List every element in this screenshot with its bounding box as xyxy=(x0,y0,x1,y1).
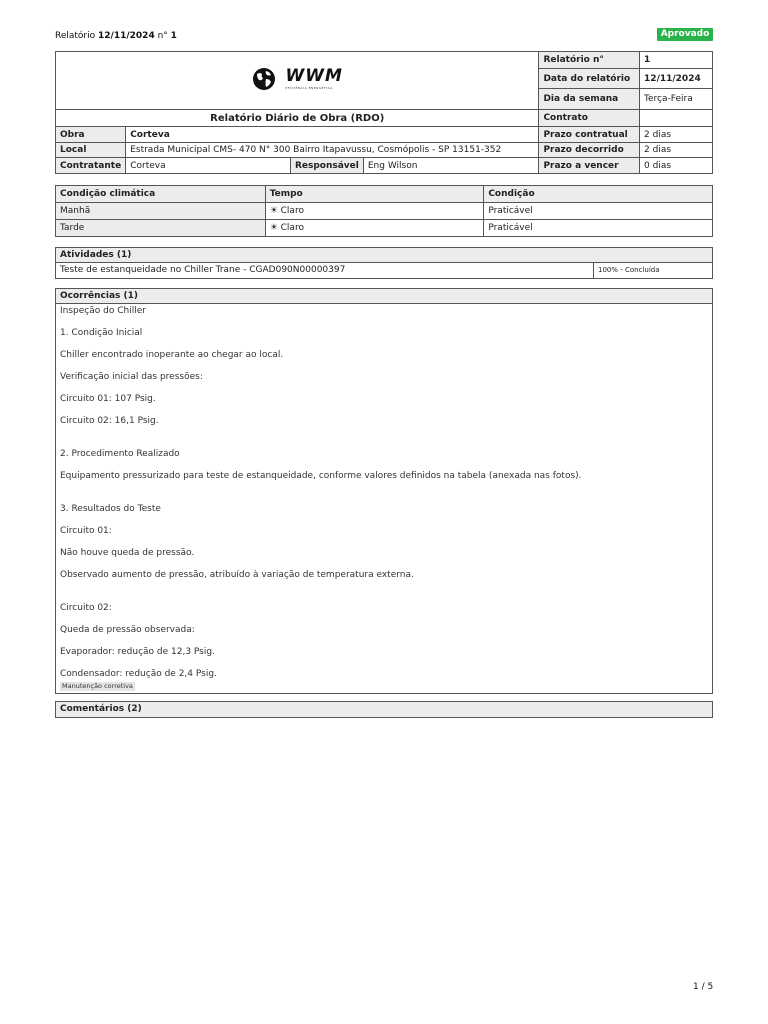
occurrence-line: Circuito 01: xyxy=(60,526,112,536)
occurrence-line: 2. Procedimento Realizado xyxy=(60,449,180,459)
company-logo xyxy=(252,67,343,91)
report-no-label: Relatório n° xyxy=(539,52,640,69)
responsavel-label: Responsável xyxy=(290,158,363,174)
responsavel-value: Eng Wilson xyxy=(363,158,539,174)
page-number: 1 / 5 xyxy=(693,982,714,992)
occurrence-line xyxy=(60,405,708,416)
occurrence-line xyxy=(60,515,708,526)
report-no-value: 1 xyxy=(640,52,713,69)
occurrence-line: Circuito 02: xyxy=(60,603,112,613)
activities-title: Atividades (1) xyxy=(56,248,712,263)
climate-period: Manhã xyxy=(56,203,266,220)
comments-title: Comentários (2) xyxy=(56,702,712,717)
contract-label: Contrato xyxy=(539,110,640,127)
occurrence-line: 3. Resultados do Teste xyxy=(60,504,161,514)
local-label: Local xyxy=(56,143,126,158)
activity-row xyxy=(56,263,712,278)
climate-row xyxy=(56,203,713,220)
report-date-label: Data do relatório xyxy=(539,69,640,89)
climate-period: Tarde xyxy=(56,220,266,237)
occurrence-line xyxy=(60,592,708,603)
occurrence-line xyxy=(60,482,708,493)
local-value: Estrada Municipal CMS- 470 N° 300 Bairro Itapavussu, Cosmópolis - SP 13151-352 xyxy=(126,143,539,158)
comments-section xyxy=(55,701,713,718)
report-heading-date: 12/11/2024 xyxy=(98,31,155,41)
occurrence-body xyxy=(56,304,712,693)
occurrence-line xyxy=(60,581,708,592)
weekday-value: Terça-Feira xyxy=(640,89,713,110)
prazo-decorrido-label: Prazo decorrido xyxy=(539,143,640,158)
occurrence-line xyxy=(60,438,708,449)
report-header-table xyxy=(55,51,713,174)
prazo-vencer-value: 0 dias xyxy=(640,158,713,174)
report-heading: Relatório 12/11/2024 n° 1 xyxy=(55,31,177,41)
sun-icon: ☀ xyxy=(269,206,278,216)
obra-label: Obra xyxy=(56,127,126,143)
occurrence-line xyxy=(60,460,708,471)
occurrence-line: Condensador: redução de 2,4 Psig. xyxy=(60,669,217,679)
report-heading-number: 1 xyxy=(170,31,177,41)
occurrence-line: Circuito 01: 107 Psig. xyxy=(60,394,156,404)
occurrence-line: Circuito 02: 16,1 Psig. xyxy=(60,416,159,426)
occurrence-line: Verificação inicial das pressões: xyxy=(60,372,203,382)
report-date-value: 12/11/2024 xyxy=(640,69,713,89)
activity-status: 100% - Concluída xyxy=(598,266,660,274)
contract-value xyxy=(640,110,713,127)
climate-header-weather: Tempo xyxy=(265,186,484,203)
occurrence-line xyxy=(60,339,708,350)
occurrence-line xyxy=(60,614,708,625)
climate-condition: Praticável xyxy=(484,203,713,220)
occurrence-line xyxy=(60,559,708,570)
globe-icon xyxy=(252,67,276,91)
report-title: Relatório Diário de Obra (RDO) xyxy=(56,110,539,127)
occurrence-line: Evaporador: redução de 12,3 Psig. xyxy=(60,647,215,657)
prazo-decorrido-value: 2 dias xyxy=(640,143,713,158)
occurrence-line xyxy=(60,636,708,647)
contratante-label: Contratante xyxy=(56,158,126,174)
occurrence-line: Equipamento pressurizado para teste de estanqueidade, conforme valores definidos na tabela (anexada nas fotos). xyxy=(60,471,582,481)
occurrence-line xyxy=(60,658,708,669)
occurrence-line: 1. Condição Inicial xyxy=(60,328,143,338)
contratante-value: Corteva xyxy=(126,158,291,174)
occurrence-text xyxy=(60,306,708,680)
climate-table xyxy=(55,185,713,237)
climate-row xyxy=(56,220,713,237)
sun-icon: ☀ xyxy=(269,223,278,233)
occurrences-title: Ocorrências (1) xyxy=(56,289,712,304)
activities-section xyxy=(55,247,713,279)
occurrence-line xyxy=(60,317,708,328)
climate-weather: ☀ Claro xyxy=(265,203,484,220)
logo-cell xyxy=(56,52,539,110)
logo-wordmark: WWM xyxy=(285,66,343,86)
occurrence-tag: Manutenção corretiva xyxy=(62,682,133,690)
occurrences-section xyxy=(55,288,713,694)
occurrence-line: Observado aumento de pressão, atribuído à variação de temperatura externa. xyxy=(60,570,414,580)
activity-description: Teste de estanqueidade no Chiller Trane - CGAD090N00000397 xyxy=(56,263,594,278)
occurrence-line xyxy=(60,493,708,504)
occurrence-line: Chiller encontrado inoperante ao chegar ao local. xyxy=(60,350,284,360)
occurrence-line: Queda de pressão observada: xyxy=(60,625,195,635)
status-badge: Aprovado xyxy=(657,28,713,41)
occurrence-line xyxy=(60,537,708,548)
weekday-label: Dia da semana xyxy=(539,89,640,110)
logo-tagline: EFICIÊNCIA ENERGÉTICA xyxy=(285,86,333,90)
occurrence-line: Não houve queda de pressão. xyxy=(60,548,195,558)
climate-condition: Praticável xyxy=(484,220,713,237)
occurrence-line xyxy=(60,383,708,394)
climate-header-condition: Condição xyxy=(484,186,713,203)
prazo-contratual-value: 2 dias xyxy=(640,127,713,143)
climate-header-period: Condição climática xyxy=(56,186,266,203)
obra-value: Corteva xyxy=(126,127,539,143)
occurrence-line xyxy=(60,361,708,372)
occurrence-line xyxy=(60,427,708,438)
occurrence-line: Inspeção do Chiller xyxy=(60,306,146,316)
prazo-vencer-label: Prazo a vencer xyxy=(539,158,640,174)
prazo-contratual-label: Prazo contratual xyxy=(539,127,640,143)
climate-weather: ☀ Claro xyxy=(265,220,484,237)
